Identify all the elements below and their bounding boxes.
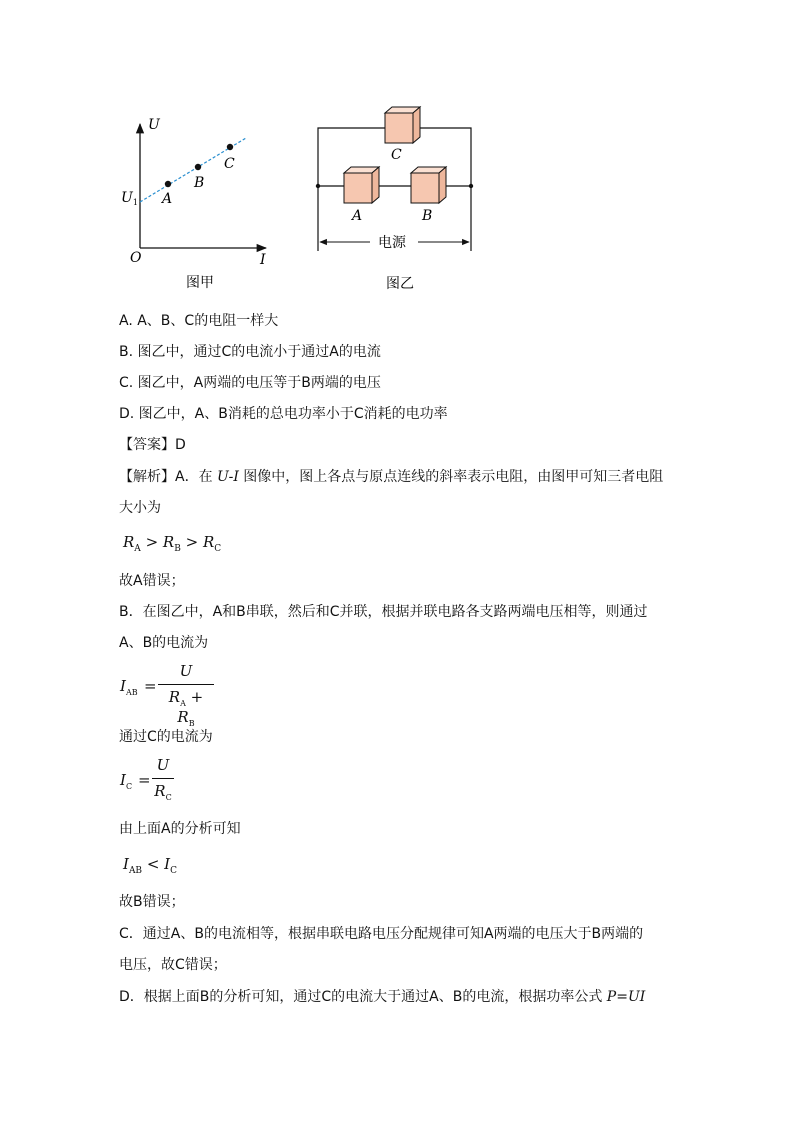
option-d: D. 图乙中，A、B消耗的总电功率小于C消耗的电功率 (119, 406, 448, 422)
analysis-c-line2: 电压，故C错误； (119, 957, 227, 973)
u1-label: $U_1$ (121, 190, 138, 207)
analysis-b-conclusion: 故B错误； (119, 894, 185, 910)
analysis-a-line1: 【解析】A．在 U-I 图像中，图上各点与原点连线的斜率表示电阻，由图甲可知三者电阻 (119, 469, 664, 485)
resistor-a-label: A (352, 208, 363, 224)
analysis-d-line1: D．根据上面B的分析可知，通过C的电流大于通过A、B的电流，根据功率公式 P=UI (119, 989, 646, 1005)
point-a-dot (165, 181, 171, 187)
analysis-b-line3: 通过C的电流为 (119, 729, 213, 745)
equation-resistance-order: $R_A > R_B > R_C$ (123, 533, 222, 554)
analysis-a-conclusion: 故A错误； (119, 573, 185, 589)
right-junction (469, 184, 473, 188)
source-label: 电源 (378, 235, 406, 251)
resistor-c-label: C (391, 147, 402, 163)
analysis-b-line4: 由上面A的分析可知 (119, 821, 241, 837)
axis-i-label: I (260, 252, 266, 268)
analysis-a-line2: 大小为 (119, 500, 161, 516)
resistor-b-label: B (422, 208, 433, 224)
analysis-b-line2: A、B的电流为 (119, 635, 209, 651)
point-a-label: A (162, 191, 173, 207)
axis-u-label: U (148, 117, 160, 133)
origin-label: O (130, 250, 142, 266)
left-junction (316, 184, 320, 188)
option-b: B. 图乙中，通过C的电流小于通过A的电流 (119, 344, 381, 360)
analysis-b-line1: B．在图乙中，A和B串联，然后和C并联，根据并联电路各支路两端电压相等，则通过 (119, 604, 648, 620)
figure-circuit (310, 105, 490, 300)
figure-b-caption: 图乙 (386, 276, 414, 292)
option-c: C. 图乙中，A两端的电压等于B两端的电压 (119, 375, 381, 391)
equation-i-ab: $I_{AB}$ = U $R_A + R_B$ (120, 662, 230, 712)
resistor-a (344, 167, 379, 203)
point-c-dot (227, 144, 233, 150)
equation-i-c: $I_C$ = U $R_C$ (120, 756, 190, 806)
figure-ui-graph (110, 110, 280, 300)
analysis-c-line1: C．通过A、B的电流相等，根据串联电路电压分配规律可知A两端的电压大于B两端的 (119, 926, 644, 942)
point-c-label: C (224, 156, 235, 172)
resistor-c (385, 107, 420, 143)
point-b-dot (195, 164, 201, 170)
figure-a-caption: 图甲 (186, 275, 214, 291)
equation-i-ab-lt-i-c: $I_{AB} < I_C$ (123, 855, 177, 876)
option-a: A. A、B、C的电阻一样大 (119, 313, 279, 329)
point-b-label: B (194, 175, 205, 191)
resistor-b (411, 167, 446, 203)
answer-line: 【答案】D (119, 437, 186, 453)
